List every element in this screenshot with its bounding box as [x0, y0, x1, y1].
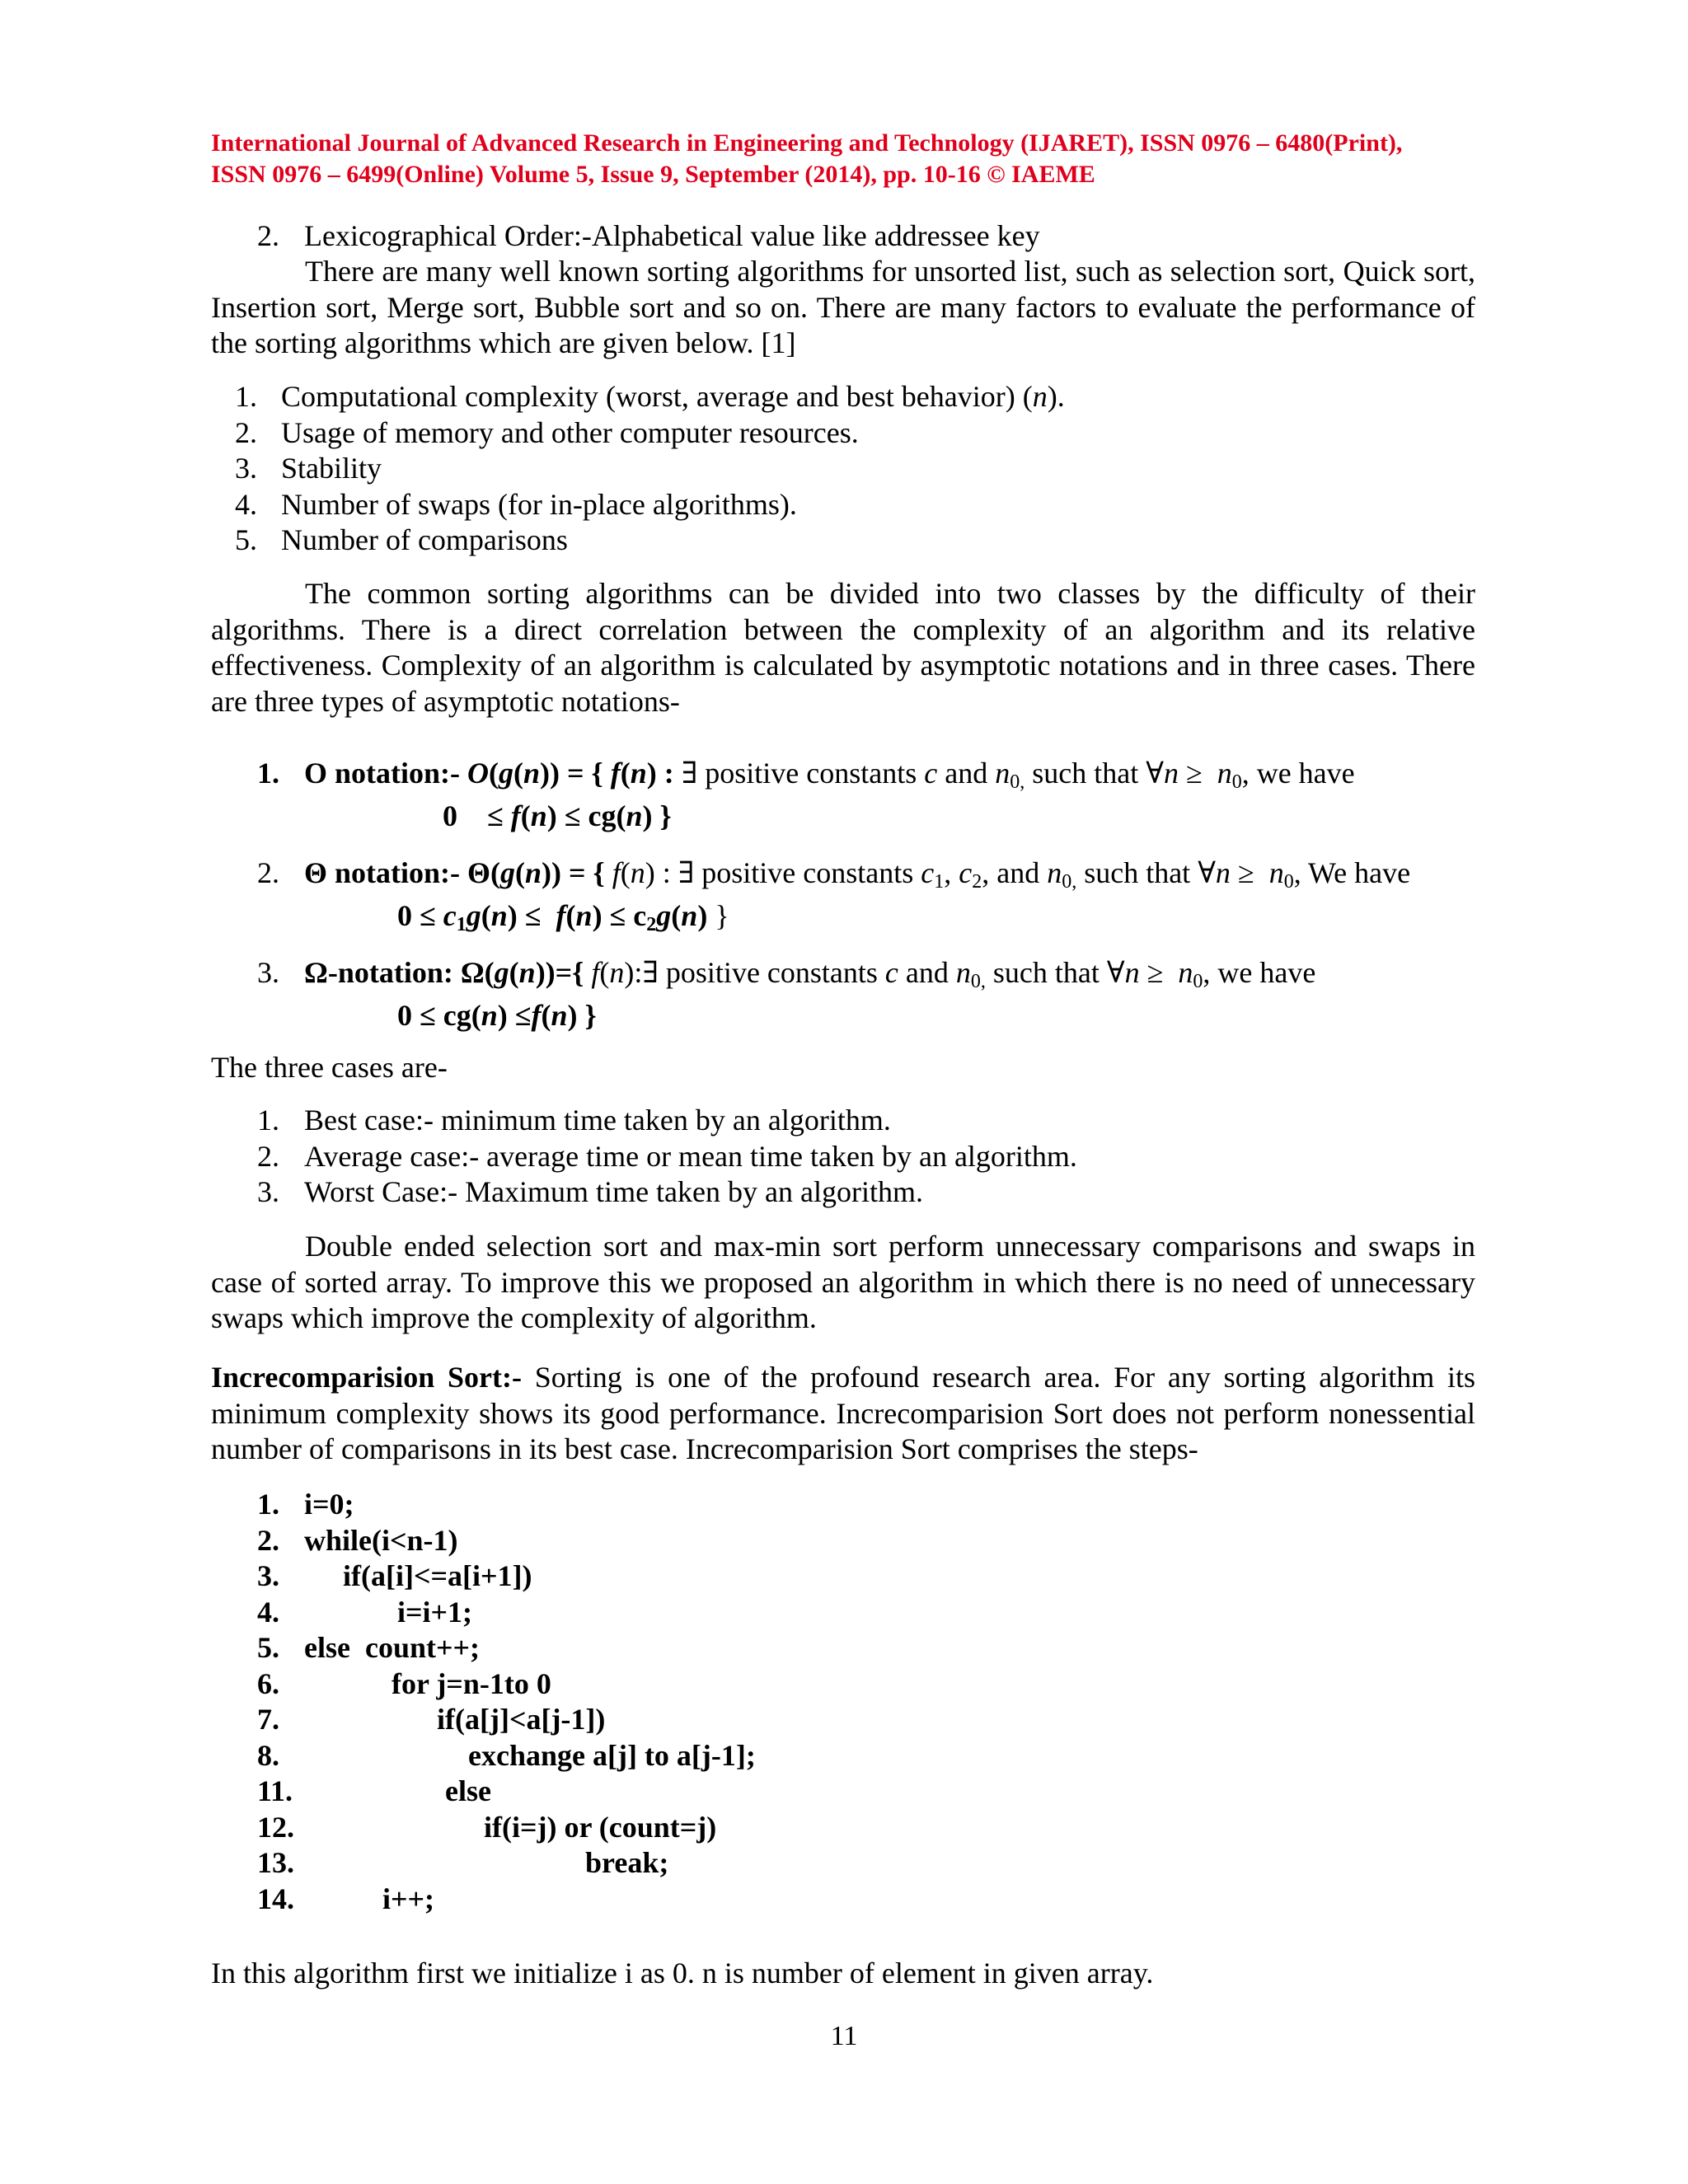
omega-notation-label: Ω-notation: [304, 956, 453, 989]
lexicographical-item [257, 218, 1040, 255]
journal-page: International Journal of Advanced Research in Engineering and Technology (IJARET), ISSN 0976 – 6480(Print), ISSN 0976 – 6499(Online) Volume 5, Issue 9, September (2014), pp. 10-16 © IAEME 2. Lexicographical Order:-Alphabetical value like addressee key There are many well known sorting algorithms for unsorted list, such as selection sort, Quick sort, Insertion sort, Merge sort, Bubble sort and so on. There are many factors to evaluate the performance of the sorting algorithms which are given below. [1] 1. Computational complexity (worst, average and best behavior) (n). 2. Usage of memory and other computer resources. 3. Stability 4. Number of swaps (for in-place algorithms). 5. Number of comparisons The common sorting algorithms can be divided into two classes by the difficulty of their algorithms. There is a direct correlation between the complexity of an algorithm and its relative effectiveness. Complexity of an algorithm is calculated by asymptotic notations and in three cases. There are three types of asymptotic notations- 1. O notation:- O(g(n)) = { f(n) : ∃ positive constants c and $n_{0,}$ such that ∀n ≥ $n_0$, we have 0 ≤ f(n) ≤ cg(n) } 2. Θ notation:- Θ(g(n)) = { f(n) : ∃ positive constants $c_1$, $c_2$, and $n_{0,}$ such that ∀n ≥ $n_0$, We have $0 \le c_1g(n) \le f(n) \le c_2g(n)$ } 3. Ω-notation: Ω(g(n))={ f(n):∃ positive constants c and $n_{0,}$ such that ∀n ≥ $n_0$, we have 0 ≤ cg(n) ≤f(n) } The three cases are- 1. Best case:- minimum time taken by an algorithm. 2. Average case:- average time or mean time taken by an algorithm. 3. Worst Case:- Maximum time taken by an algorithm. Double ended selection sort and max-min sort perform unnecessary comparisons and swaps in case of sorted array. To improve this we proposed an algorithm in which there is no need of unnecessary swaps which improve the complexity of algorithm. Increcomparision Sort:- Sorting is one of the profound research area. For any sorting algorithm its minimum complexity shows its good performance. Increcomparision Sort does not perform nonessential number of comparisons in its best case. Increcomparision Sort comprises the steps- 1. i=0; 2. while(i<n-1) 3. if(a[i]<=a[i+1]) 4. i=i+1; 5. else count++; 6. for j=n-1to 0 7. if(a[j]<a[j-1]) 8. exchange a[j] to a[j-1]; 11. else 12. if(i=j) or (count=j) 13. break; 14. i++; In this algorithm first we initialize i as 0. n is number of element in given array. 11 [0, 0, 1688, 2184]
header-line-1: International Journal of Advanced Research in Engineering and Technology (IJARET), ISSN 0976 – 6480(Print), [211, 129, 1403, 157]
section-increcomparision [211, 1360, 1475, 1468]
paragraph-asymptotic: The common sorting algorithms can be divided into two classes by the difficulty of their algorithms. There is a direct correlation between the complexity of an algorithm and its relative effectiveness. Complexity of an algorithm is calculated by asymptotic notations and in three cases. There are three types of asymptotic notations- [211, 577, 1475, 718]
paragraph-proposal: Double ended selection sort and max-min sort perform unnecessary comparisons and swaps in case of sorted array. To improve this we proposed an algorithm in which there is no need of unnecessary swaps which improve the complexity of algorithm. [211, 1230, 1475, 1334]
list-text: Lexicographical Order:-Alphabetical value like addressee key [304, 219, 1040, 252]
header-line-2: ISSN 0976 – 6499(Online) Volume 5, Issue 9, September (2014), pp. 10-16 © IAEME [211, 161, 1095, 188]
cases-intro: The three cases are- [211, 1051, 448, 1084]
section-text: Sorting is one of the profound research area. For any sorting algorithm its minimum complexity shows its good performance. Increcomparision Sort does not perform nonessential number of comparisons in its best case. Increcomparision Sort comprises the steps- [211, 1361, 1475, 1465]
list-number: 2. [257, 219, 279, 252]
o-notation-label: O notation:- [304, 757, 460, 790]
closing-sentence: In this algorithm first we initialize i as 0. n is number of element in given array. [211, 1957, 1154, 1990]
page-number: 11 [830, 2021, 858, 2051]
journal-header [211, 128, 1477, 190]
theta-notation-label: Θ notation:- [304, 856, 460, 889]
paragraph-sorting-algorithms: There are many well known sorting algorithms for unsorted list, such as selection sort, Quick sort, Insertion sort, Merge sort, Bubble sort and so on. There are many factors to evaluate the performance of the sorting algorithms which are given below. [1] [211, 255, 1475, 359]
section-heading: Increcomparision Sort:- [211, 1361, 522, 1394]
